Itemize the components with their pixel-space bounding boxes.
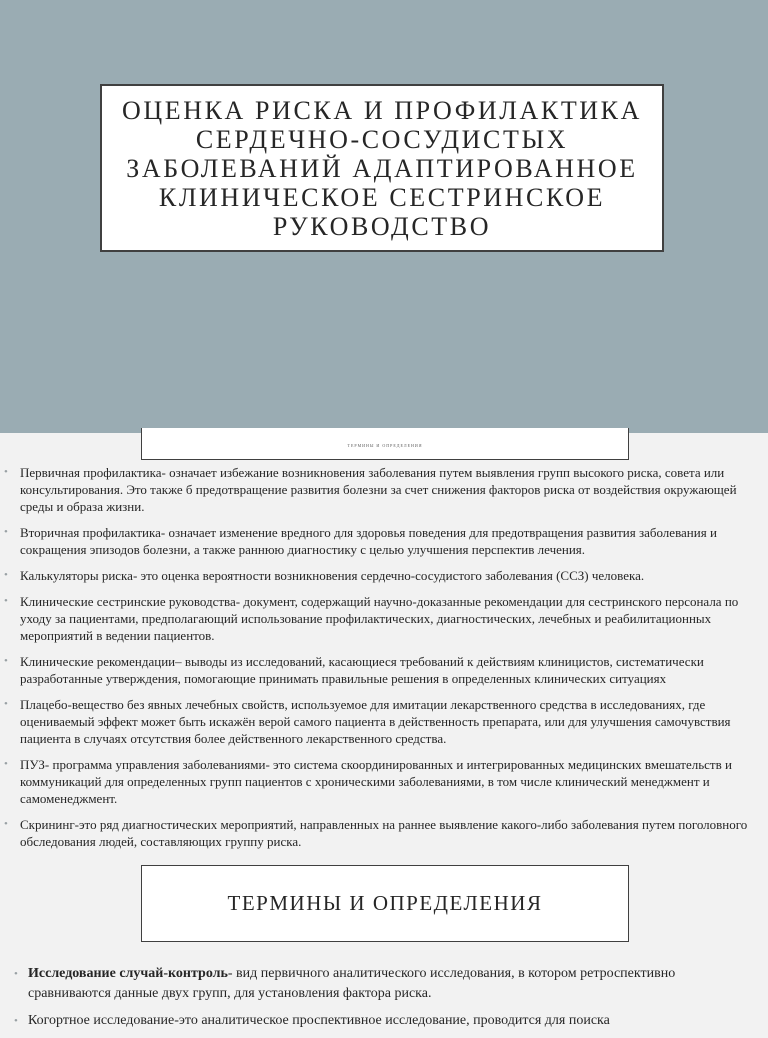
list-item: [0, 567, 768, 584]
slide3-header-box: [141, 865, 629, 942]
bullet-icon: •: [4, 526, 8, 538]
presentation-title: ОЦЕНКА РИСКА И ПРОФИЛАКТИКА СЕРДЕЧНО-СОСУДИСТЫХ ЗАБОЛЕВАНИЙ АДАПТИРОВАННОЕ КЛИНИЧЕСКОЕ СЕСТРИНСКОЕ РУКОВОДСТВО: [122, 95, 642, 241]
list-item: [0, 593, 768, 644]
list-item-text: Плацебо-вещество без явных лечебных свойств, используемое для имитации лекарственного средства в исследованиях, где оцениваемый эффект может быть искажён верой самого пациента в действенность препарата, или для улучшения самочувствия пациента в случаях отсутствия более действенного лекарственного средства.: [20, 697, 731, 746]
list-item: [0, 964, 768, 1004]
slide3-header: ТЕРМИНЫ И ОПРЕДЕЛЕНИЯ: [227, 891, 543, 915]
list-item-text: Клинические рекомендации– выводы из исследований, касающиеся требований к действиям клиницистов, систематически разработанные утверждения, помогающие принимать правильные решения в определенных клинических ситуациях: [20, 654, 704, 686]
list-item-text: Первичная профилактика- означает избежание возникновения заболевания путем выявления групп высокого риска, совета или консультирования. Это также б предотвращение развития болезни за счет снижения факторов риска от воздействия окружающей среды и образа жизни.: [20, 465, 737, 514]
definitions-list-2: [0, 964, 768, 1038]
bullet-icon: •: [4, 655, 8, 667]
list-item-text: Калькуляторы риска- это оценка вероятности возникновения сердечно-сосудистого заболевания (ССЗ) человека.: [20, 568, 645, 583]
slide2-header-box: [141, 428, 629, 460]
bullet-icon: •: [4, 569, 8, 581]
term-definition: - вид первичного аналитического исследования, в котором ретроспективно сравниваются данные двух групп, для установления фактора риска.: [28, 966, 676, 1001]
list-item-text: Вторичная профилактика- означает изменение вредного для здоровья поведения для предотвращения развития заболевания и сокращения эпизодов болезни, а также раннюю диагностику с целью улучшения перспектив лечения.: [20, 525, 717, 557]
bullet-icon: •: [4, 595, 8, 607]
bullet-icon: •: [4, 466, 8, 478]
title-box: [100, 84, 664, 252]
list-item: [0, 464, 768, 515]
bullet-icon: •: [4, 818, 8, 830]
term-definition: Когортное исследование-это аналитическое проспективное исследование, проводится для поиска: [28, 1013, 610, 1028]
bullet-icon: •: [14, 968, 18, 980]
list-item-text: ПУЗ- программа управления заболеваниями- это система скоординированных и интегрированных медицинских вмешательств и коммуникаций для определенных групп пациентов с хроническими заболеваниями, в том числе клинический менеджмент и самоменеджмент.: [20, 757, 732, 806]
term-name: Исследование случай-контроль: [28, 966, 228, 981]
bullet-icon: •: [4, 758, 8, 770]
definitions-list: [0, 464, 768, 859]
list-item-text: Скрининг-это ряд диагностических мероприятий, направленных на раннее выявление какого-либо заболевания путем поголовного обследования людей, составляющих группу риска.: [20, 817, 748, 849]
list-item: [0, 524, 768, 558]
list-item-text: Клинические сестринские руководства- документ, содержащий научно-доказанные рекомендации для сестринского персонала по уходу за пациентами, предполагающий использование профилактических, диагностических, лечебных и реабилитационных мероприятий в ведении пациентов.: [20, 594, 739, 643]
bullet-icon: •: [4, 698, 8, 710]
list-item: [0, 696, 768, 747]
list-item: [0, 756, 768, 807]
slide2-header: ТЕРМИНЫ И ОПРЕДЕЛЕНИЯ: [347, 443, 423, 448]
list-item: [0, 816, 768, 850]
bullet-icon: •: [14, 1015, 18, 1027]
list-item: [0, 1011, 768, 1031]
list-item: [0, 653, 768, 687]
